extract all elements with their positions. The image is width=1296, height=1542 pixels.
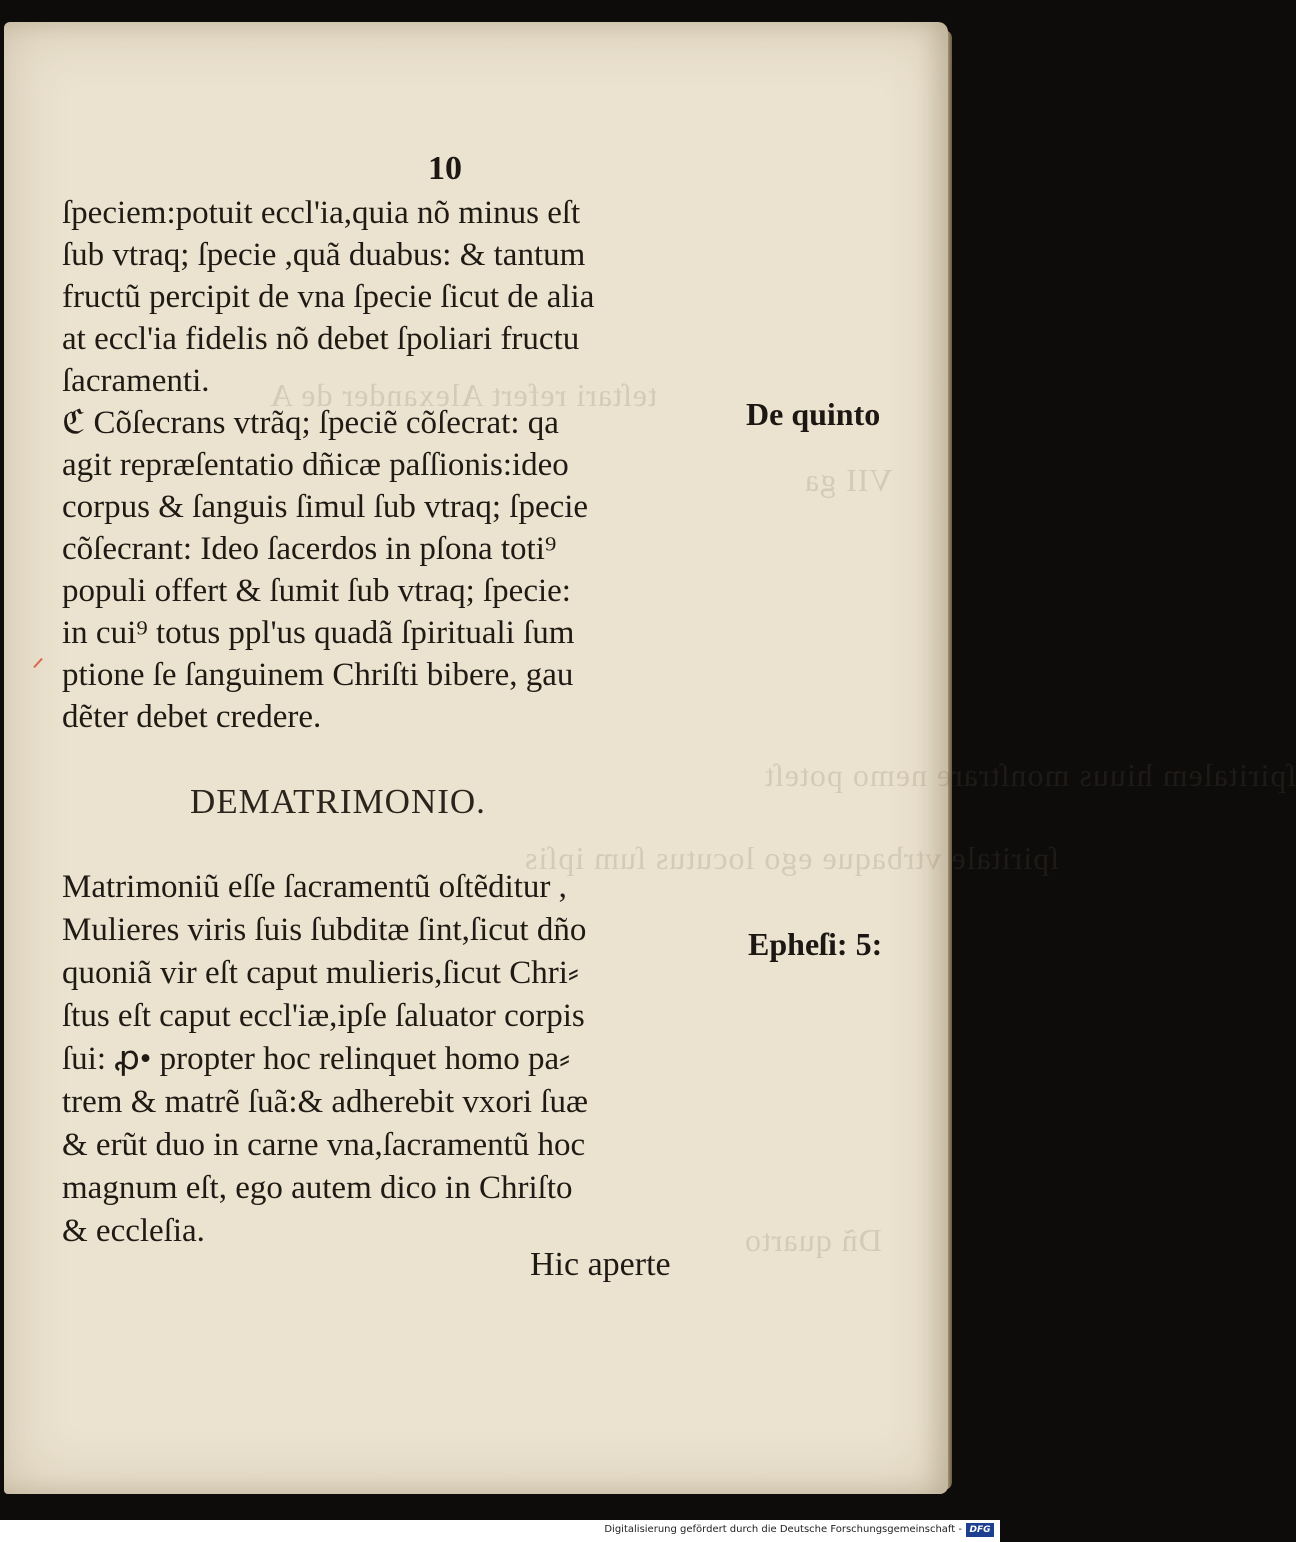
bleed-through-text: VII ga: [804, 462, 893, 498]
text-line: ſacramenti.: [62, 363, 210, 399]
bleed-through-text: ſpiritale vtrbaque ego locutus ſum ipſis: [524, 840, 1060, 876]
text-line: ſtus eſt caput eccl'iæ,ipſe ſaluator corpis: [62, 998, 585, 1034]
paragraph-matrimony: [62, 866, 734, 1253]
text-line: fructũ percipit de vna ſpecie ſicut de alia: [62, 279, 595, 315]
bleed-through-text: ſpiritalem hiuus monſtrare nemo poteſt: [764, 757, 1296, 793]
folio-number: 10: [428, 150, 462, 187]
margin-note-de-quinto: De quinto: [746, 396, 881, 432]
text-line: cõſecrant: Ideo ſacerdos in pſona toti⁹: [62, 531, 557, 567]
text-line: trem & matrẽ ſuã:& adherebit vxori ſuæ: [62, 1084, 589, 1120]
margin-note-ephesians: Epheſi: 5:: [748, 926, 883, 962]
text-line: ℭ Cõſecrans vtrãq; ſpeciẽ cõſecrat: qa: [62, 405, 559, 441]
text-line: at eccl'ia fidelis nõ debet ſpoliari fructu: [62, 321, 580, 357]
text-line: dẽter debet credere.: [62, 699, 322, 735]
footer-credit: Digitalisierung gefördert durch die Deutsche Forschungsgemeinschaft -: [604, 1524, 962, 1535]
text-line: Mulieres viris ſuis ſubditæ ſint,ſicut dño: [62, 912, 587, 948]
text-line: & erũt duo in carne vna,ſacramentũ hoc: [62, 1127, 586, 1163]
text-line: ſpeciem:potuit eccl'ia,quia nõ minus eſt: [62, 195, 581, 231]
text-line: in cui⁹ totus ppl'us quadã ſpirituali ſum: [62, 615, 575, 651]
text-line: corpus & ſanguis ſimul ſub vtraq; ſpecie: [62, 489, 589, 525]
text-line: agit repræſentatio dñicæ paſſionis:ideo: [62, 447, 569, 483]
text-line: ſui: ꝓ• propter hoc relinquet homo pa⸗: [62, 1041, 571, 1077]
text-line: quoniã vir eſt caput mulieris,ſicut Chri⸗: [62, 955, 579, 991]
paragraph-eucharist: [62, 192, 734, 738]
text-line: ptione ſe ſanguinem Chriſti bibere, gau: [62, 657, 574, 693]
footer-bar: [0, 1520, 1000, 1542]
dfg-logo[interactable]: DFG: [966, 1523, 994, 1537]
catchword: Hic aperte: [530, 1246, 671, 1283]
bleed-through-text: Dñ quarto: [744, 1222, 882, 1258]
text-line: magnum eſt, ego autem dico in Chriſto: [62, 1170, 573, 1206]
section-heading: DEMATRIMONIO.: [190, 782, 486, 821]
text-line: populi offert & ſumit ſub vtraq; ſpecie:: [62, 573, 571, 609]
text-line: & eccleſia.: [62, 1213, 205, 1249]
text-line: Matrimoniũ eſſe ſacramentũ oſtẽditur ,: [62, 869, 567, 905]
bleed-through-text: teſtari refert Alexander de A: [269, 377, 657, 413]
text-line: ſub vtraq; ſpecie ,quã duabus: & tantum: [62, 237, 586, 273]
